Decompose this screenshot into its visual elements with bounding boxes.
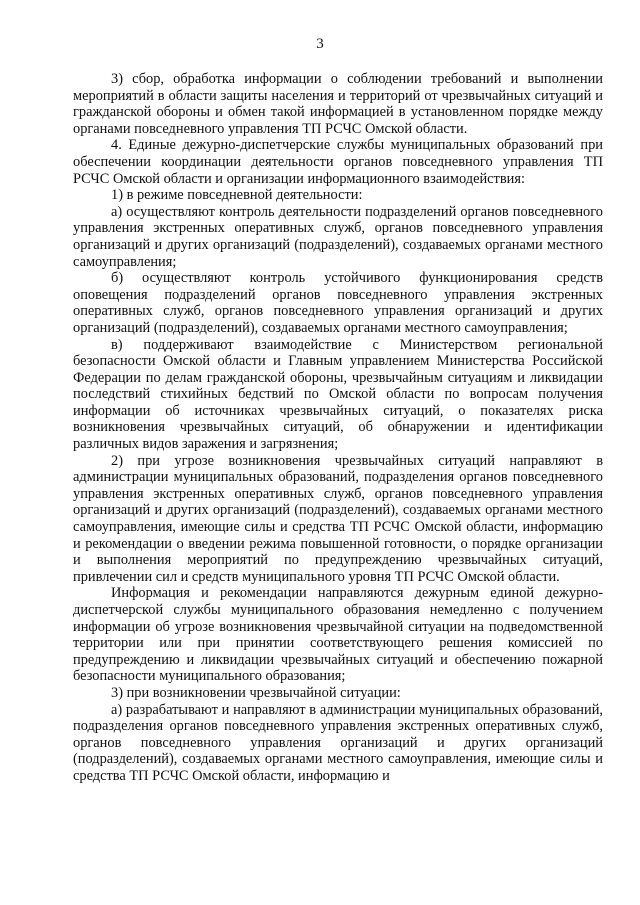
- paragraph-item-v-interaction: в) поддерживают взаимодействие с Министерством региональной безопасности Омской области и Главным управлением Министерства Российской Федерации по делам гражданской обороны, чрезвычайным ситуациям и ликвидации последствий стихийных бедствий по Омской области по вопросам получения информации об источниках чрезвычайных ситуаций, о показателях риска возникновения чрезвычайных ситуаций, об обнаружении и идентификации различных видов заражения и загрязнения;: [73, 336, 603, 453]
- paragraph-daily-mode-heading: 1) в режиме повседневной деятельности:: [111, 187, 363, 204]
- paragraph-item-b-warning-control: б) осуществляют контроль устойчивого функционирования средств оповещения подразделений органов повседневного управления экстренных оперативных служб, органов повседневного управления организаций и других организаций (подразделений), создаваемых органами местного самоуправления;: [73, 270, 603, 336]
- paragraph-edds-coordination: 4. Единые дежурно-диспетчерские службы муниципальных образований при обеспечении координации деятельности органов повседневного управления ТП РСЧС Омской области и организации информационного взаимодействия:: [73, 137, 603, 187]
- document-body: [73, 71, 603, 785]
- paragraph-collection-exchange: 3) сбор, обработка информации о соблюдении требований и выполнении мероприятий в области защиты населения и территорий от чрезвычайных ситуаций и гражданской обороны и обмен такой информацией в установленном порядке между органами повседневного управления ТП РСЧС Омской области.: [73, 71, 603, 137]
- paragraph-information-recommendations: Информация и рекомендации направляются дежурным единой дежурно-диспетчерской службы муниципального образования немедленно с получением информации об угрозе возникновения чрезвычайной ситуации на подведомственной территории или при принятии соответствующего решения комиссией по предупреждению и ликвидации чрезвычайных ситуаций и обеспечению пожарной безопасности муниципального образования;: [73, 585, 603, 685]
- paragraph-item-a-control: а) осуществляют контроль деятельности подразделений органов повседневного управления экстренных оперативных служб, органов повседневного управления организаций и других организаций (подразделений), создаваемых органами местного самоуправления;: [73, 203, 603, 270]
- page-number: 3: [316, 36, 324, 52]
- paragraph-emergency-item-a: а) разрабатывают и направляют в администрации муниципальных образований, подразделения органов повседневного управления экстренных оперативных служб, органов повседневного управления организаций и других организаций (подразделений), создаваемых органами местного самоуправления, имеющие силы и средства ТП РСЧС Омской области, информацию и: [73, 701, 603, 784]
- paragraph-threat-mode: 2) при угрозе возникновения чрезвычайных ситуаций направляют в администрации муниципальных образований, подразделения органов повседневного управления экстренных оперативных служб, органов повседневного управления организаций и других организаций (подразделений), создаваемых органами местного самоуправления, имеющие силы и средства ТП РСЧС Омской области, информацию и рекомендации о введении режима повышенной готовности, о порядке организации и выполнения мероприятий по предупреждению чрезвычайных ситуаций, привлечении сил и средств муниципального уровня ТП РСЧС Омской области.: [73, 452, 603, 585]
- paragraph-emergency-mode-heading: 3) при возникновении чрезвычайной ситуации:: [111, 684, 401, 701]
